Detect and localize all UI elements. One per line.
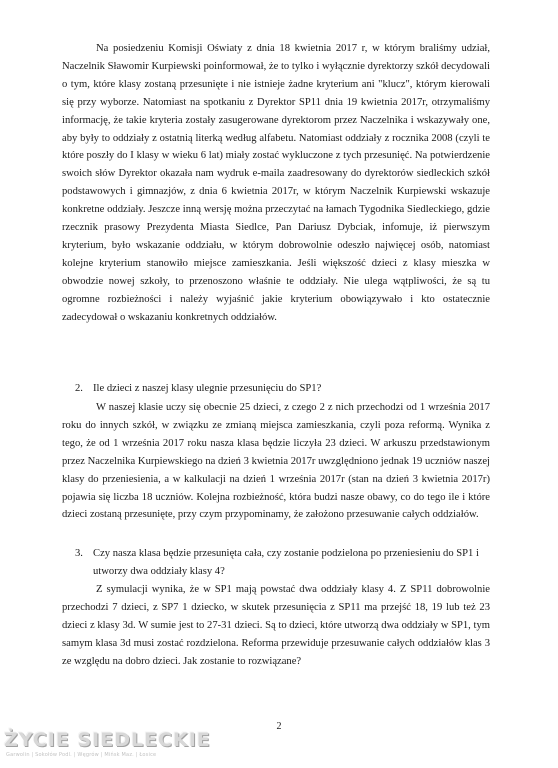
numbered-question	[62, 545, 490, 581]
newspaper-watermark-logo: ŻYCIE SIEDLECKIE	[4, 729, 211, 751]
page-number: 2	[276, 721, 282, 732]
paragraph-1: Na posiedzeniu Komisji Oświaty z dnia 18 kwietnia 2017 r, w którym braliśmy udział, Naczelnik Sławomir Kurpiewski poinformował, że to tylko i wyłącznie dyrektorzy szkół decydowali o tym, które klasy zostaną przesunięte i nie istnieje żadne kryterium ani "klucz", którym kierowali się przy wyborze. Natomiast na spotkaniu z Dyrektor SP11 dnia 19 kwietnia 2017r, otrzymaliśmy informację, że takie kryteria zostały zasugerowane dyrektorom przez Naczelnika i wskazywały one, aby były to oddziały z ostatnią literką według alfabetu. Natomiast oddziały z rocznika 2008 (czyli te które poszły do I klasy w wieku 6 lat) miały zostać wykluczone z tych przesunięć. Na potwierdzenie swoich słów Dyrektor okazała nam wydruk e-maila zaadresowany do dyrektorów siedleckich szkół podstawowych i gimnazjów, z dnia 6 kwietnia 2017r, w którym Naczelnik Kurpiewski wskazuje konkretne oddziały. Jeszcze inną wersję można przeczytać na łamach Tygodnika Siedleckiego, gdzie rzecznik prasowy Prezydenta Miasta Siedlce, Pan Dariusz Dybciak, infomuje, iż pierwszym kryterium, było wskazanie oddziału, w którym dobrowolnie odeszło najwięcej osób, natomiast kolejne kryterium stanowiło miejsce zamieszkania. Jeśli większość dzieci z klasy mieszka w obwodzie nowej szkoły, to przenoszono właśnie te oddziały. Nie ulega wątpliwości, że są tu ogromne rozbieżności i należy wyjaśnić jakie kryterium obowiązywało i kto ostatecznie zadecydował o wskazaniu konkretnych oddziałów.	[62, 43, 490, 323]
question-2	[62, 380, 490, 398]
paragraph-2: W naszej klasie uczy się obecnie 25 dzieci, z czego 2 z nich przechodzi od 1 września 2017 roku do innych szkół, w związku ze zmianą miejsca zamieszkania, czyli poza reformą. Wynika z tego, że od 1 września 2017 roku nasza klasa będzie liczyła 23 dzieci. W arkuszu przedstawionym przez Naczelnika Kurpiewskiego na dzień 3 kwietnia 2017r uwzględniono jednak 19 uczniów naszej klasy do przeniesienia, a w kalkulacji na dzień 1 września 2017r (stan na dzień 3 kwietnia 2017r) pojawia się liczba 18 uczniów. Kolejna rozbieżność, która budzi nasze obawy, co do tego ile i które dzieci zostaną przesunięte, przy czym przypominamy, że założono przesuwanie całych oddziałów.	[62, 402, 490, 521]
question-3-text: Czy nasza klasa będzie przesunięta cała, czy zostanie podzielona po przeniesieniu do SP1 i utworzy dwa oddziały klasy 4?	[93, 548, 479, 577]
question-2-text: Ile dzieci z naszej klasy ulegnie przesunięciu do SP1?	[93, 383, 322, 394]
body-paragraph	[62, 399, 490, 524]
body-paragraph	[62, 581, 490, 671]
question-2-number: 2.	[75, 383, 83, 394]
question-3-number: 3.	[75, 548, 83, 559]
question-3	[62, 545, 490, 581]
newspaper-watermark-subtitle: Garwolin | Sokołów Podl. | Węgrów | Mińsk Maz. | Łosice	[6, 752, 157, 758]
numbered-question	[62, 380, 490, 398]
body-paragraph	[62, 40, 490, 327]
paragraph-3: Z symulacji wynika, że w SP1 mają powstać dwa oddziały klasy 4. Z SP11 dobrowolnie przechodzi 7 dzieci, z SP7 1 dziecko, w skutek przesunięcia z SP11 ma przejść 18, 19 lub też 23 dzieci z klasy 3d. W sumie jest to 27-31 dzieci. Są to dzieci, które utworzą dwa oddziały w SP1, tym samym klasa 3d musi zostać rozdzielona. Reforma przewiduje przesuwanie całych oddziałów klas 3 ze względu na dobro dzieci. Jak zostanie to rozwiązane?	[62, 584, 490, 667]
